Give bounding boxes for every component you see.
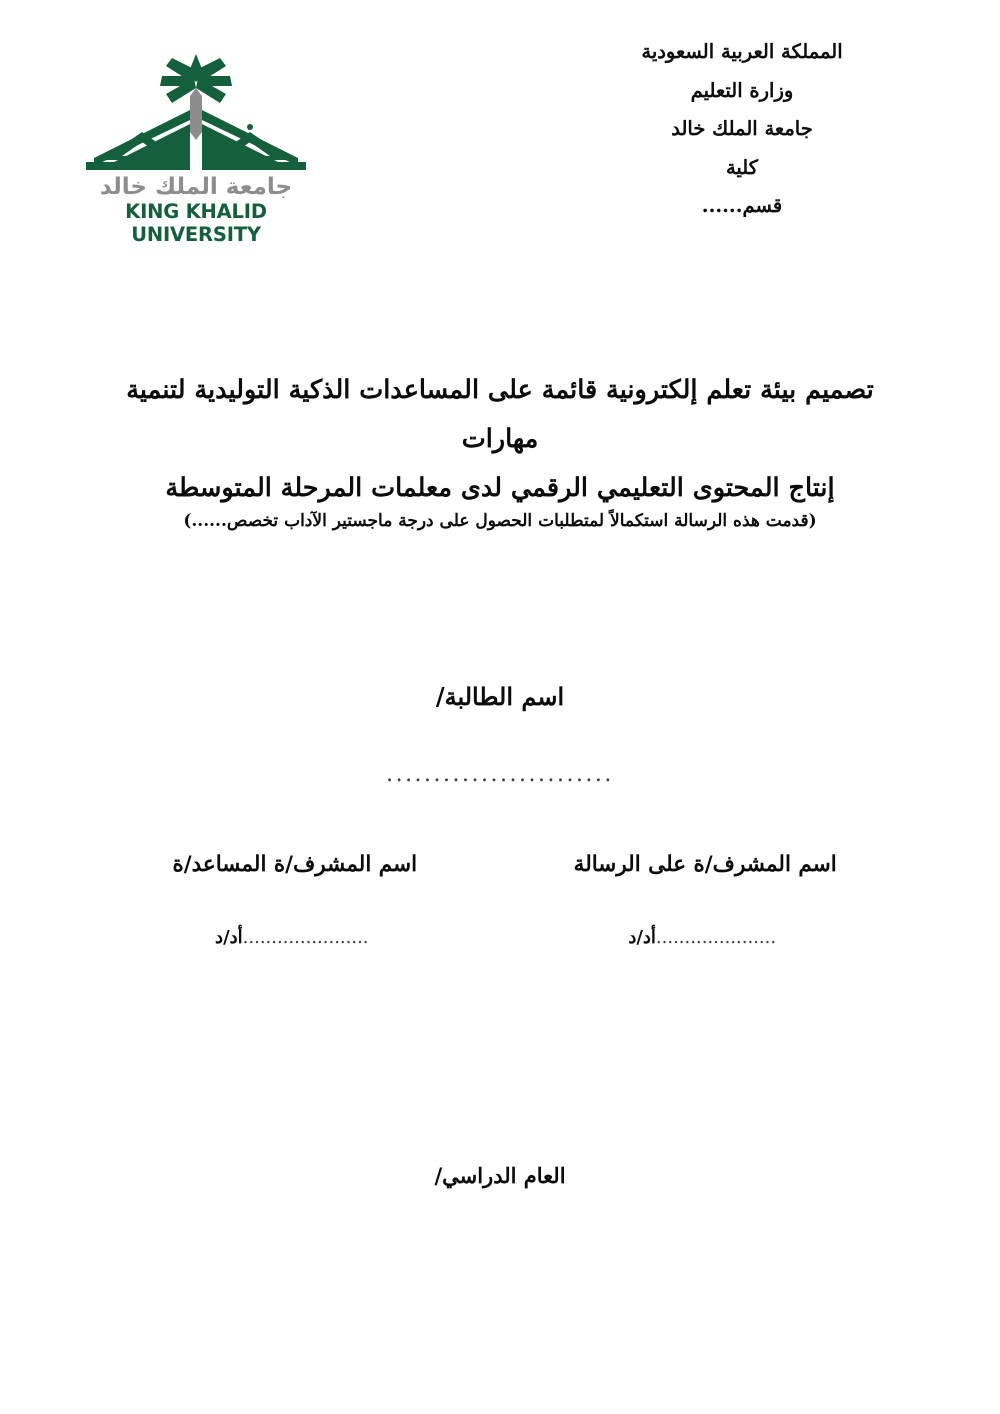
logo-arabic-name: جامعة الملك خالد (99, 174, 293, 200)
thesis-title-line-1: تصميم بيئة تعلم إلكترونية قائمة على المساعدات الذكية التوليدية لتنمية مهارات (126, 375, 874, 454)
degree-statement (110, 508, 890, 535)
ministry-header-block (572, 42, 912, 216)
sword-blade-shape (190, 88, 202, 140)
assistant-supervisor-value (120, 927, 470, 948)
main-supervisor-prefix: أد/د (628, 926, 656, 948)
header-line-department: قسم...... (701, 194, 783, 217)
student-name-label: اسم الطالبة/ (435, 682, 565, 711)
degree-statement-text: (قدمت هذه الرسالة استكمالاً لمتطلبات الحصول على درجة ماجستير الآداب تخصص......) (183, 511, 817, 531)
academic-year-section (0, 1163, 1000, 1188)
thesis-title (110, 366, 890, 513)
academic-year-label: العام الدراسي/ (434, 1163, 566, 1188)
student-name-value: ........................ (386, 761, 614, 787)
main-supervisor-block (530, 852, 880, 948)
king-khalid-university-logo-icon (80, 48, 312, 172)
main-supervisor-value (530, 927, 880, 948)
assistant-supervisor-label: اسم المشرف/ة المساعد/ة (172, 852, 418, 877)
page-header (0, 0, 1000, 260)
assistant-supervisor-dots: ...................... (242, 926, 369, 948)
header-line-university: جامعة الملك خالد (671, 117, 813, 140)
assistant-supervisor-prefix: أد/د (215, 926, 243, 948)
main-supervisor-label: اسم المشرف/ة على الرسالة (573, 852, 837, 877)
student-name-section (0, 683, 1000, 786)
logo-english-name: KING KHALID UNIVERSITY (125, 200, 267, 246)
assistant-supervisor-block (120, 852, 470, 948)
thesis-title-line-2: إنتاج المحتوى التعليمي الرقمي لدى معلمات المرحلة المتوسطة (165, 472, 835, 503)
supervisors-section (120, 852, 880, 948)
university-logo-block (80, 48, 312, 246)
header-line-kingdom: المملكة العربية السعودية (641, 40, 843, 63)
main-supervisor-dots: ..................... (655, 926, 777, 948)
header-line-college: كلية (725, 155, 759, 179)
header-line-ministry: وزارة التعليم (690, 78, 794, 102)
